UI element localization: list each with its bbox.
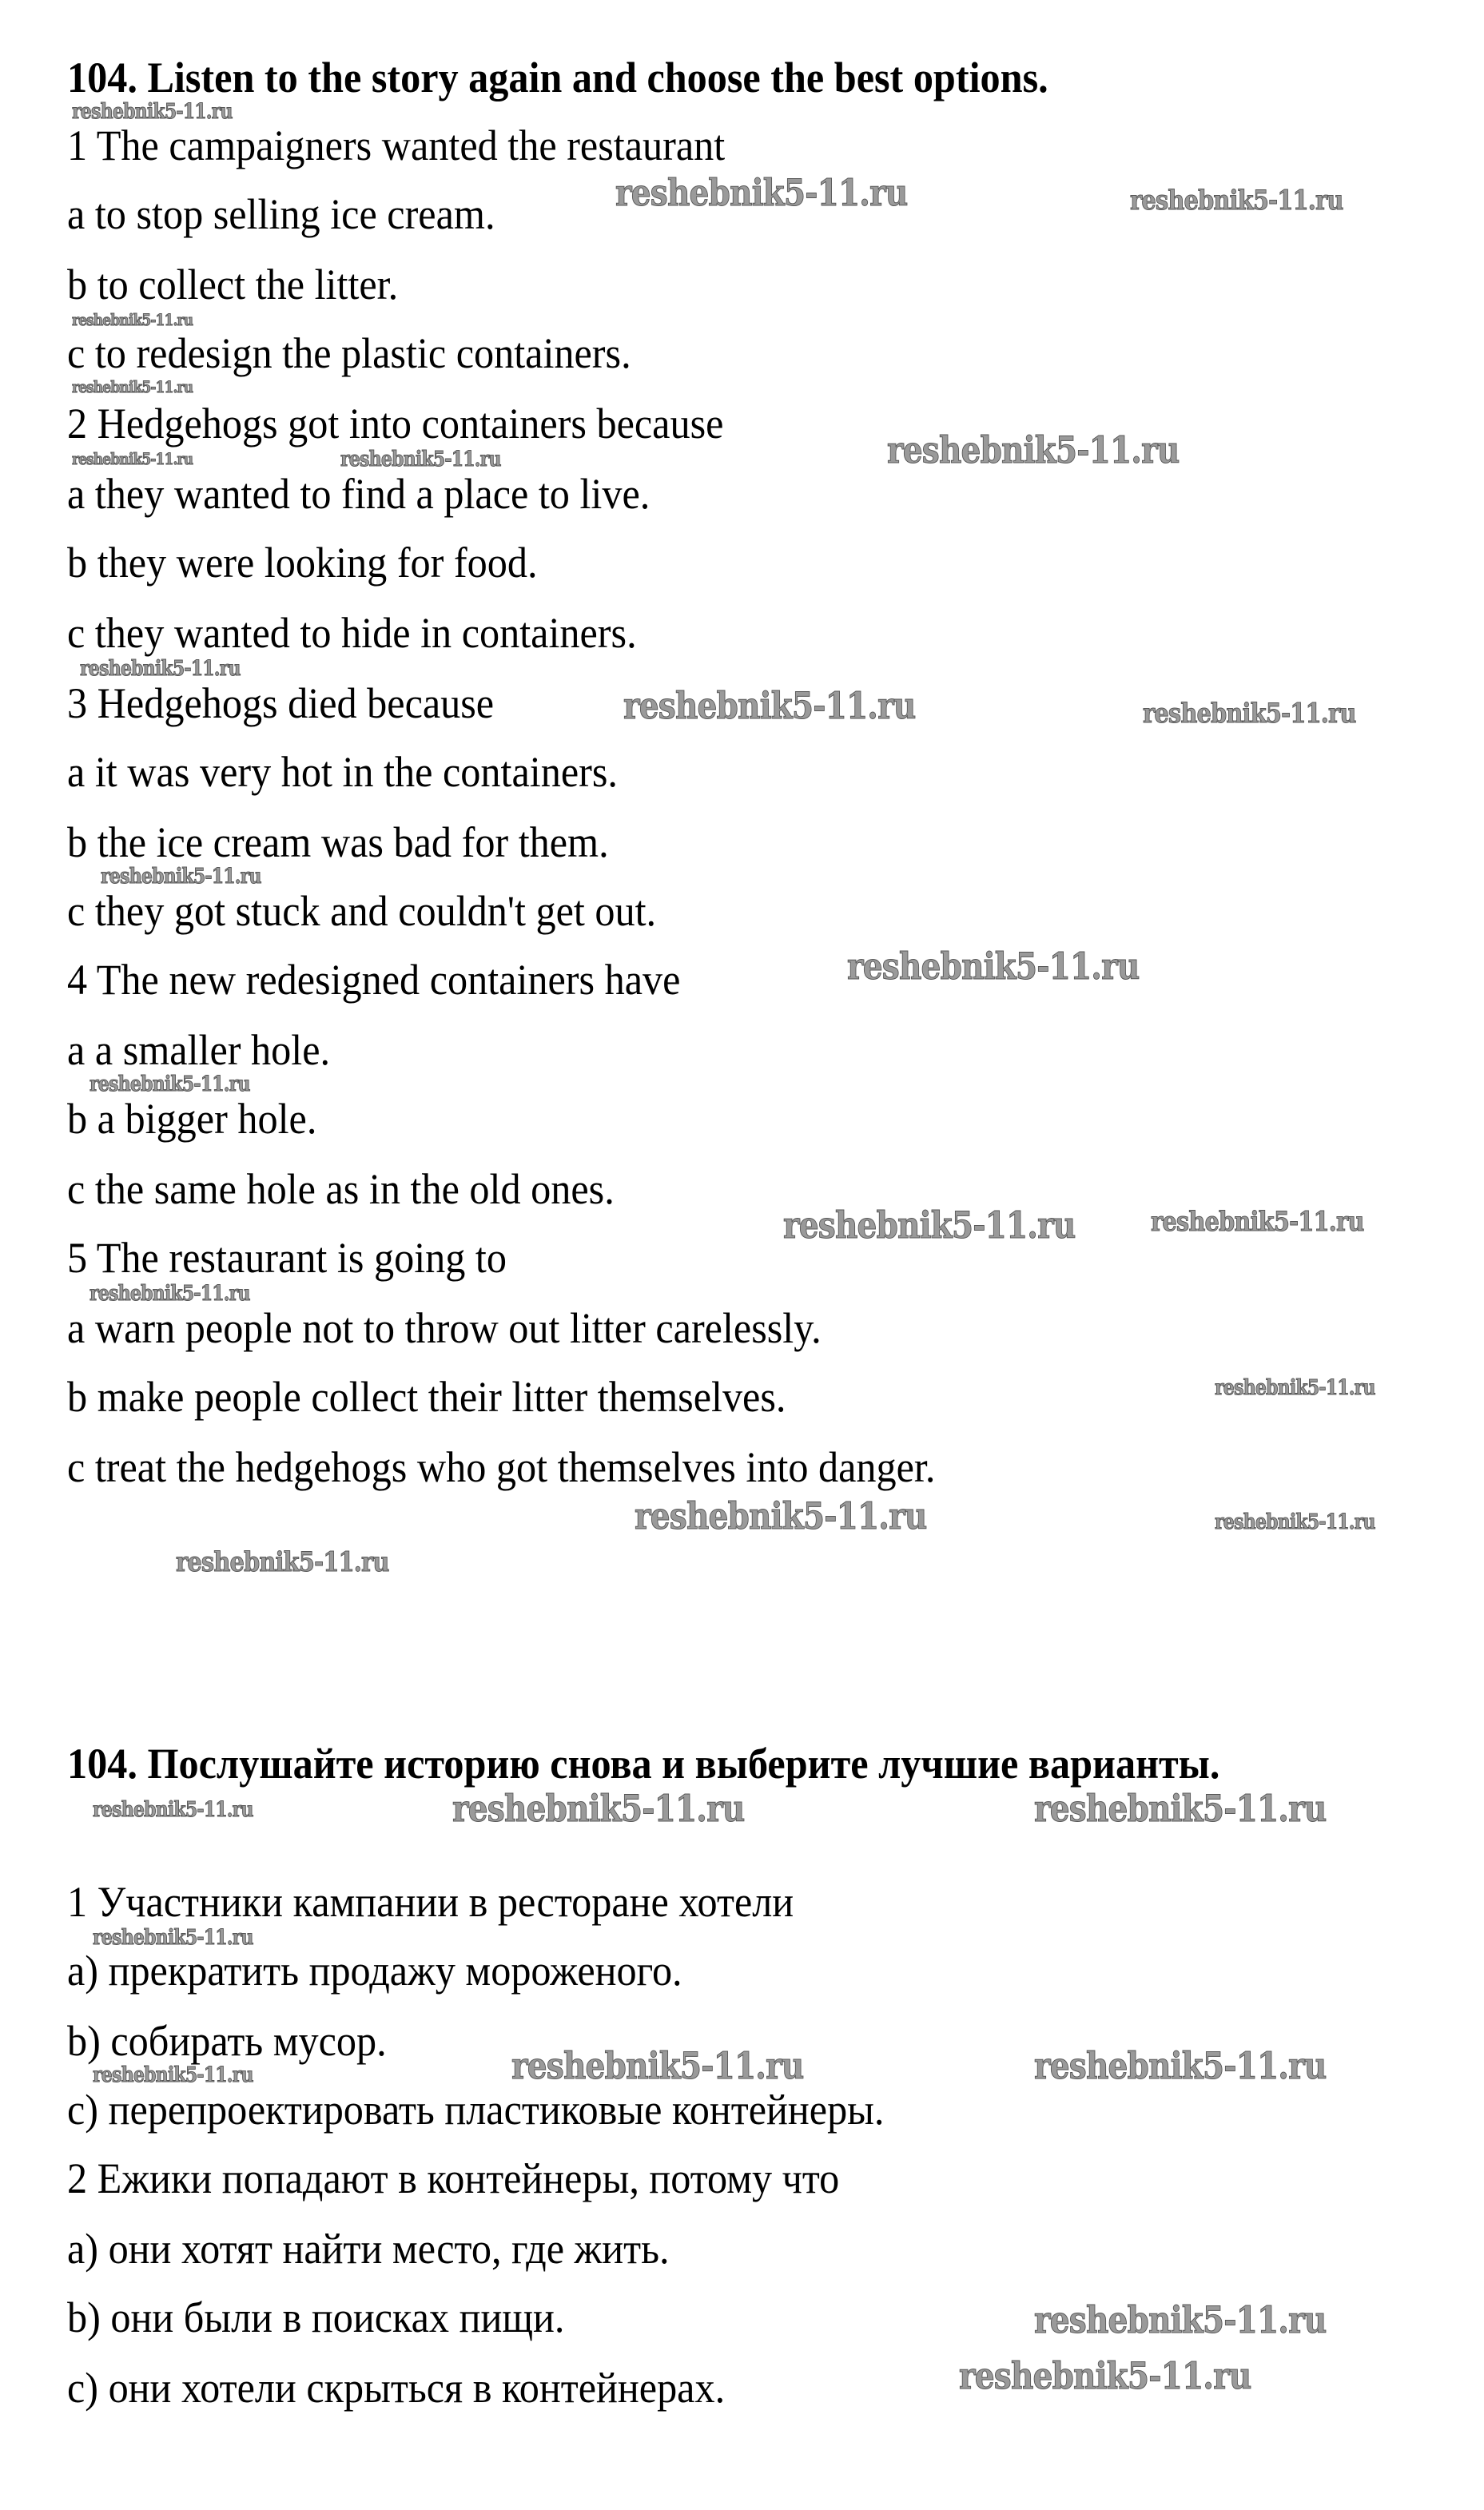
option-2b-ru: b) они были в поисках пищи. [67, 2293, 565, 2341]
watermark: reshebnik5-11.ru [72, 377, 193, 396]
watermark: reshebnik5-11.ru [1034, 2298, 1327, 2341]
watermark: reshebnik5-11.ru [80, 657, 241, 681]
option-1c: c to redesign the plastic containers. [67, 329, 631, 377]
watermark: reshebnik5-11.ru [1215, 1510, 1375, 1534]
question-3: 3 Hedgehogs died because [67, 679, 495, 727]
question-1: 1 The campaigners wanted the restaurant [67, 121, 726, 169]
watermark: reshebnik5-11.ru [511, 2044, 804, 2087]
option-5c: c treat the hedgehogs who got themselves into danger. [67, 1443, 936, 1491]
watermark: reshebnik5-11.ru [783, 1203, 1076, 1247]
watermark: reshebnik5-11.ru [72, 100, 233, 124]
question-2-ru: 2 Ежики попадают в контейнеры, потому что [67, 2154, 840, 2202]
option-1a: a to stop selling ice cream. [67, 190, 495, 238]
watermark: reshebnik5-11.ru [1034, 2044, 1327, 2087]
option-1c-ru: c) перепроектировать пластиковые контейнеры. [67, 2086, 885, 2134]
option-2c-ru: c) они хотели скрыться в контейнерах. [67, 2364, 726, 2412]
question-1-ru: 1 Участники кампании в ресторане хотели [67, 1878, 794, 1926]
question-5: 5 The restaurant is going to [67, 1234, 507, 1282]
watermark: reshebnik5-11.ru [959, 2354, 1251, 2397]
watermark: reshebnik5-11.ru [847, 945, 1140, 988]
watermark: reshebnik5-11.ru [90, 1282, 250, 1306]
watermark: reshebnik5-11.ru [635, 1494, 927, 1537]
option-4a: a a smaller hole. [67, 1026, 331, 1074]
option-2c: c they wanted to hide in containers. [67, 609, 637, 657]
watermark: reshebnik5-11.ru [1130, 185, 1343, 217]
watermark: reshebnik5-11.ru [72, 310, 193, 329]
option-3a: a it was very hot in the containers. [67, 748, 618, 796]
option-2b: b they were looking for food. [67, 539, 538, 587]
watermark: reshebnik5-11.ru [93, 1926, 253, 1950]
option-4b: b a bigger hole. [67, 1095, 317, 1143]
question-2: 2 Hedgehogs got into containers because [67, 400, 724, 448]
watermark: reshebnik5-11.ru [176, 1546, 389, 1578]
watermark: reshebnik5-11.ru [623, 684, 916, 727]
exercise-heading: 104. Listen to the story again and choose the best options. [67, 54, 1048, 101]
option-4c: c the same hole as in the old ones. [67, 1165, 615, 1213]
option-1b: b to collect the litter. [67, 261, 399, 308]
watermark: reshebnik5-11.ru [1151, 1206, 1364, 1238]
option-1a-ru: a) прекратить продажу мороженого. [67, 1947, 682, 1995]
question-4: 4 The new redesigned containers have [67, 956, 681, 1004]
watermark: reshebnik5-11.ru [1143, 698, 1356, 730]
watermark: reshebnik5-11.ru [887, 428, 1180, 471]
watermark: reshebnik5-11.ru [72, 449, 193, 468]
watermark: reshebnik5-11.ru [93, 2063, 253, 2087]
option-3b: b the ice cream was bad for them. [67, 818, 609, 866]
option-5b: b make people collect their litter themselves. [67, 1373, 786, 1421]
option-2a: a they wanted to find a place to live. [67, 470, 650, 518]
watermark: reshebnik5-11.ru [1215, 1376, 1375, 1400]
watermark: reshebnik5-11.ru [93, 1798, 253, 1822]
option-1b-ru: b) собирать мусор. [67, 2017, 387, 2065]
watermark: reshebnik5-11.ru [1034, 1787, 1327, 1830]
option-3c: c they got stuck and couldn't get out. [67, 887, 657, 935]
option-5a: a warn people not to throw out litter carelessly. [67, 1304, 822, 1352]
watermark: reshebnik5-11.ru [101, 865, 261, 889]
option-2a-ru: a) они хотят найти место, где жить. [67, 2225, 670, 2273]
watermark: reshebnik5-11.ru [452, 1787, 745, 1830]
watermark: reshebnik5-11.ru [340, 448, 501, 471]
watermark: reshebnik5-11.ru [90, 1072, 250, 1096]
watermark: reshebnik5-11.ru [615, 171, 908, 214]
exercise-heading-ru: 104. Послушайте историю снова и выберите лучшие варианты. [67, 1740, 1220, 1788]
